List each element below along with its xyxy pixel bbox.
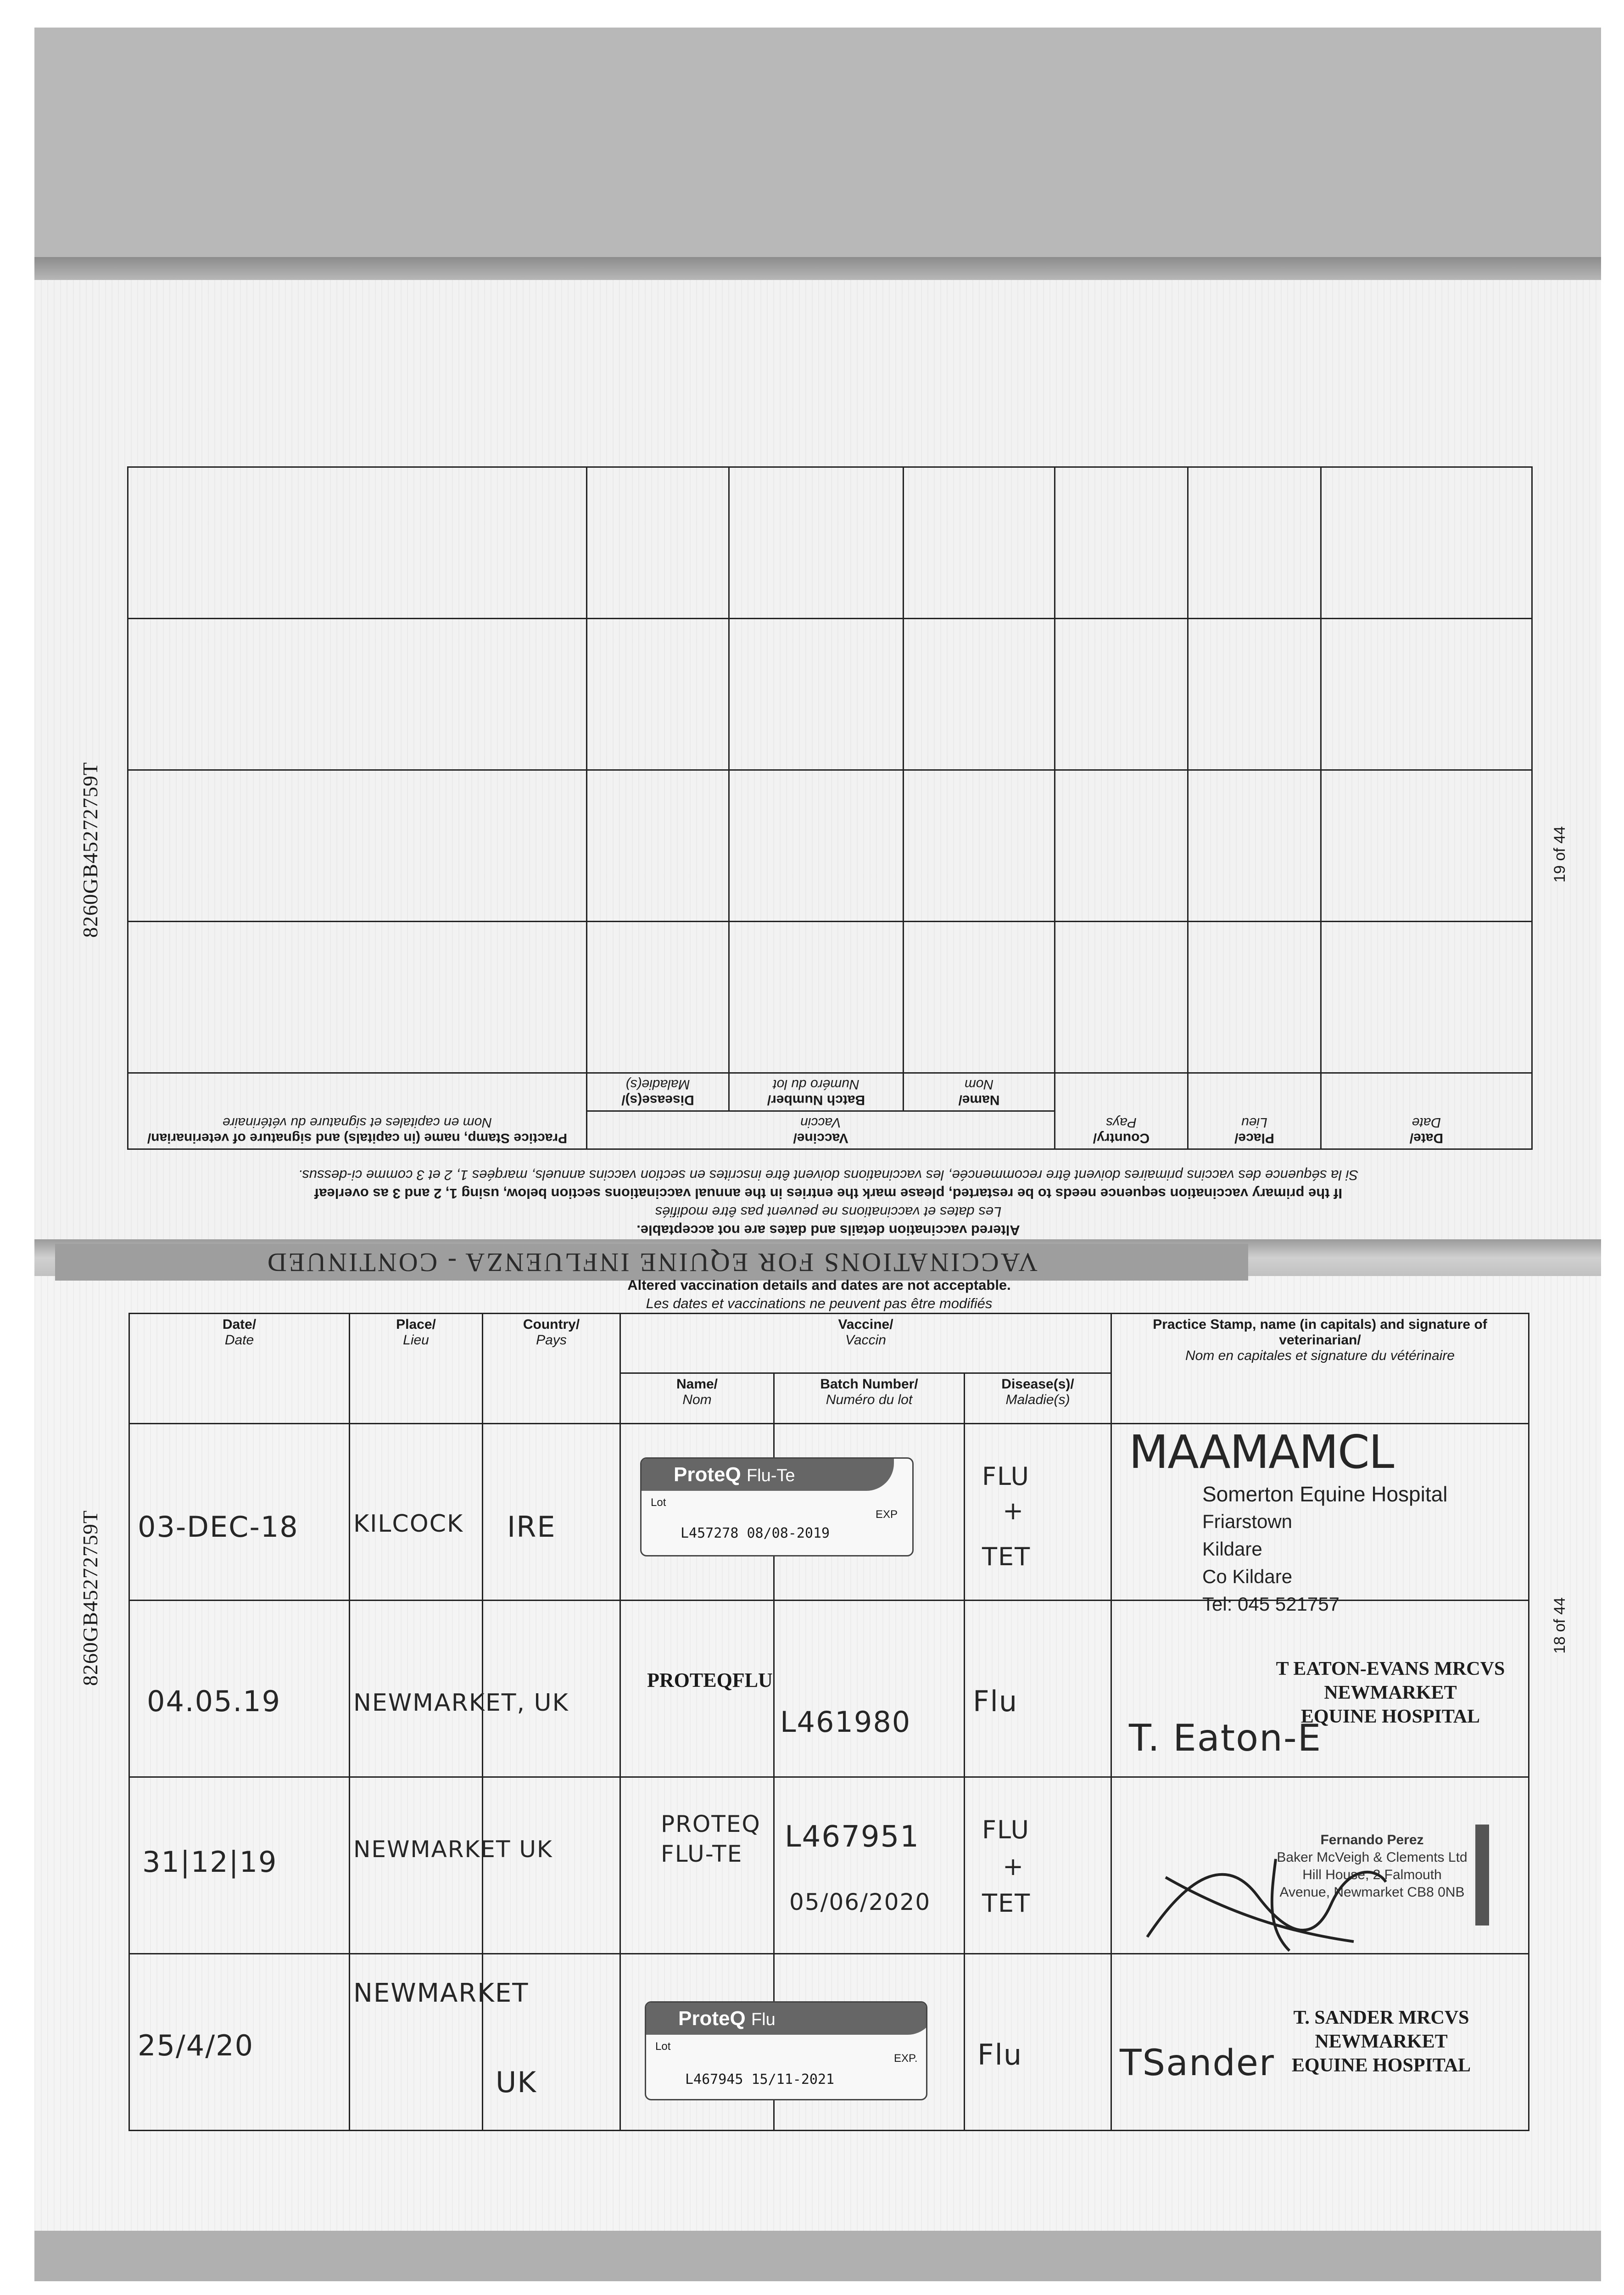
table-row bbox=[128, 619, 1532, 770]
header-place: Place/ Lieu bbox=[350, 1314, 483, 1424]
label-lot: Lot bbox=[651, 1496, 666, 1509]
stamp-line: NEWMARKET bbox=[1315, 2031, 1448, 2052]
row4-date: 25/4/20 bbox=[138, 2029, 254, 2062]
label-exp: EXP. bbox=[894, 2052, 918, 2065]
row1-disease-2: + bbox=[1003, 1496, 1025, 1525]
stamp-line: Hill House, 2 Falmouth bbox=[1302, 1867, 1442, 1882]
stamp-line: EQUINE HOSPITAL bbox=[1291, 2055, 1471, 2076]
notice-line: Altered vaccination details and dates are not acceptable. bbox=[636, 1222, 1020, 1238]
scanner-bottom-edge bbox=[34, 2231, 1601, 2281]
header-stamp: Practice Stamp, name (in capitals) and signature of veterinarian/ Nom en capitales et signature du vétérinaire bbox=[128, 1073, 587, 1149]
page-number-bottom: 18 of 44 bbox=[1551, 1597, 1568, 1654]
row3-date: 31|12|19 bbox=[142, 1845, 278, 1879]
header-date: Date/ Date bbox=[1321, 1073, 1532, 1149]
row3-vaccine-name-2: FLU-TE bbox=[661, 1841, 743, 1867]
row1-vaccine-label bbox=[640, 1457, 914, 1556]
bottom-notice bbox=[128, 1276, 1510, 1313]
label-code: L457278 08/08-2019 bbox=[681, 1525, 830, 1541]
stamp-line: T. SANDER MRCVS bbox=[1293, 2007, 1469, 2028]
label-brand: ProteQ bbox=[678, 2007, 746, 2030]
label-code: L467945 15/11-2021 bbox=[685, 2071, 835, 2088]
notice-line: Si la séquence des vaccins primaires doivent être recommencée, les vaccinations doivent être inscrites en section vaccins annuels, marqées 1, 2 et 3 comme ci-dessus. bbox=[298, 1167, 1359, 1183]
stamp-line: Baker McVeigh & Clements Ltd bbox=[1277, 1850, 1468, 1865]
row4-vaccine-label bbox=[645, 2001, 927, 2100]
stamp-line: Co Kildare bbox=[1202, 1566, 1293, 1587]
header-batch: Batch Number/ Numéro du lot bbox=[729, 1073, 904, 1111]
label-brand-bar bbox=[642, 1459, 894, 1491]
row4-disease: Flu bbox=[977, 2038, 1023, 2071]
row1-signature: MAAMAMCL bbox=[1129, 1425, 1394, 1479]
header-country: Country/ Pays bbox=[1055, 1073, 1188, 1149]
row3-batch: L467951 bbox=[785, 1820, 920, 1854]
stamp-line: EQUINE HOSPITAL bbox=[1300, 1706, 1480, 1727]
row4-practice-stamp bbox=[1253, 2006, 1510, 2077]
row4-signature: TSander bbox=[1120, 2043, 1275, 2084]
header-batch: Batch Number/ Numéro du lot bbox=[774, 1373, 965, 1424]
stamp-line: Somerton Equine Hospital bbox=[1202, 1482, 1448, 1506]
notice-line: Les dates et vaccinations ne peuvent pas être modifiés bbox=[646, 1295, 993, 1311]
row3-batch-date: 05/06/2020 bbox=[789, 1889, 931, 1915]
top-notice bbox=[115, 1166, 1542, 1239]
stamp-line: Kildare bbox=[1202, 1538, 1262, 1560]
header-place: Place/ Lieu bbox=[1188, 1073, 1321, 1149]
row1-country: IRE bbox=[507, 1510, 556, 1544]
stamp-bar-mark bbox=[1475, 1825, 1489, 1926]
row3-disease-2: + bbox=[1003, 1852, 1025, 1881]
notice-line: Altered vaccination details and dates are not acceptable. bbox=[627, 1277, 1011, 1293]
stamp-line: Friarstown bbox=[1202, 1511, 1293, 1532]
header-country: Country/ Pays bbox=[483, 1314, 620, 1424]
header-vaccine: Vaccine/ Vaccin bbox=[587, 1111, 1055, 1149]
label-exp: EXP bbox=[876, 1508, 898, 1521]
row2-date: 04.05.19 bbox=[147, 1685, 281, 1718]
stamp-line: NEWMARKET bbox=[1324, 1682, 1457, 1703]
row3-place: NEWMARKET UK bbox=[353, 1836, 553, 1863]
header-name: Name/ Nom bbox=[904, 1073, 1055, 1111]
row2-place: NEWMARKET, UK bbox=[353, 1689, 569, 1717]
row2-batch: L461980 bbox=[780, 1705, 911, 1739]
row1-place: KILCOCK bbox=[353, 1510, 464, 1538]
label-brand-bar bbox=[646, 2003, 927, 2035]
row2-signature: T. Eaton-E bbox=[1129, 1717, 1322, 1759]
notice-line: If the primary vaccination sequence needs to be restarted, please mark the entries in the annual vaccinations section below, using 1, 2 and 3 as overleaf bbox=[314, 1186, 1343, 1202]
header-disease: Disease(s)/ Maladie(s) bbox=[965, 1373, 1111, 1424]
table-row bbox=[128, 770, 1532, 922]
section-heading: VACCINATIONS FOR EQUINE INFLUENZA - CONTINUED bbox=[55, 1244, 1248, 1281]
row1-disease-3: TET bbox=[982, 1542, 1031, 1571]
label-lot: Lot bbox=[655, 2040, 671, 2053]
label-variant: Flu-Te bbox=[746, 1466, 795, 1485]
notice-line: Les dates et vaccinations ne peuvent pas être modifiés bbox=[655, 1204, 1002, 1220]
label-brand: ProteQ bbox=[674, 1463, 741, 1486]
row3-disease-1: FLU bbox=[982, 1815, 1030, 1844]
row1-date: 03-DEC-18 bbox=[138, 1510, 299, 1544]
top-page-flipped-content bbox=[115, 356, 1542, 1281]
table-row bbox=[128, 922, 1532, 1073]
row4-place: NEWMARKET bbox=[353, 1978, 529, 2008]
top-vaccination-table bbox=[127, 466, 1533, 1150]
row4-country: UK bbox=[496, 2066, 537, 2099]
row1-practice-stamp bbox=[1202, 1480, 1447, 1618]
header-stamp: Practice Stamp, name (in capitals) and signature of veterinarian/ Nom en capitales et signature du vétérinaire bbox=[1111, 1314, 1529, 1424]
stamp-line: Avenue, Newmarket CB8 0NB bbox=[1279, 1885, 1465, 1900]
passport-number-top: 8260GB4527275​9T bbox=[78, 762, 102, 938]
row2-vaccine-name: PROTEQFLU bbox=[647, 1669, 773, 1691]
row3-vaccine-name-1: PROTEQ bbox=[661, 1811, 761, 1837]
row1-disease-1: FLU bbox=[982, 1462, 1030, 1491]
label-variant: Flu bbox=[751, 2010, 776, 2029]
page-number-top: 19 of 44 bbox=[1551, 826, 1568, 883]
passport-number-bottom: 8260GB4527275​9T bbox=[78, 1510, 102, 1686]
row2-disease: Flu bbox=[973, 1685, 1018, 1718]
stamp-line: Tel: 045 521757 bbox=[1202, 1593, 1339, 1615]
stamp-line: Fernando Perez bbox=[1320, 1832, 1424, 1847]
header-name: Name/ Nom bbox=[620, 1373, 774, 1424]
row3-disease-3: TET bbox=[982, 1889, 1031, 1918]
header-vaccine: Vaccine/ Vaccin bbox=[620, 1314, 1111, 1373]
stamp-line: T EATON-EVANS MRCVS bbox=[1276, 1658, 1505, 1679]
row3-signature-scribble bbox=[1138, 1841, 1395, 1955]
header-date: Date/ Date bbox=[129, 1314, 350, 1424]
header-disease: Disease(s)/ Maladie(s) bbox=[587, 1073, 729, 1111]
table-row bbox=[128, 467, 1532, 619]
